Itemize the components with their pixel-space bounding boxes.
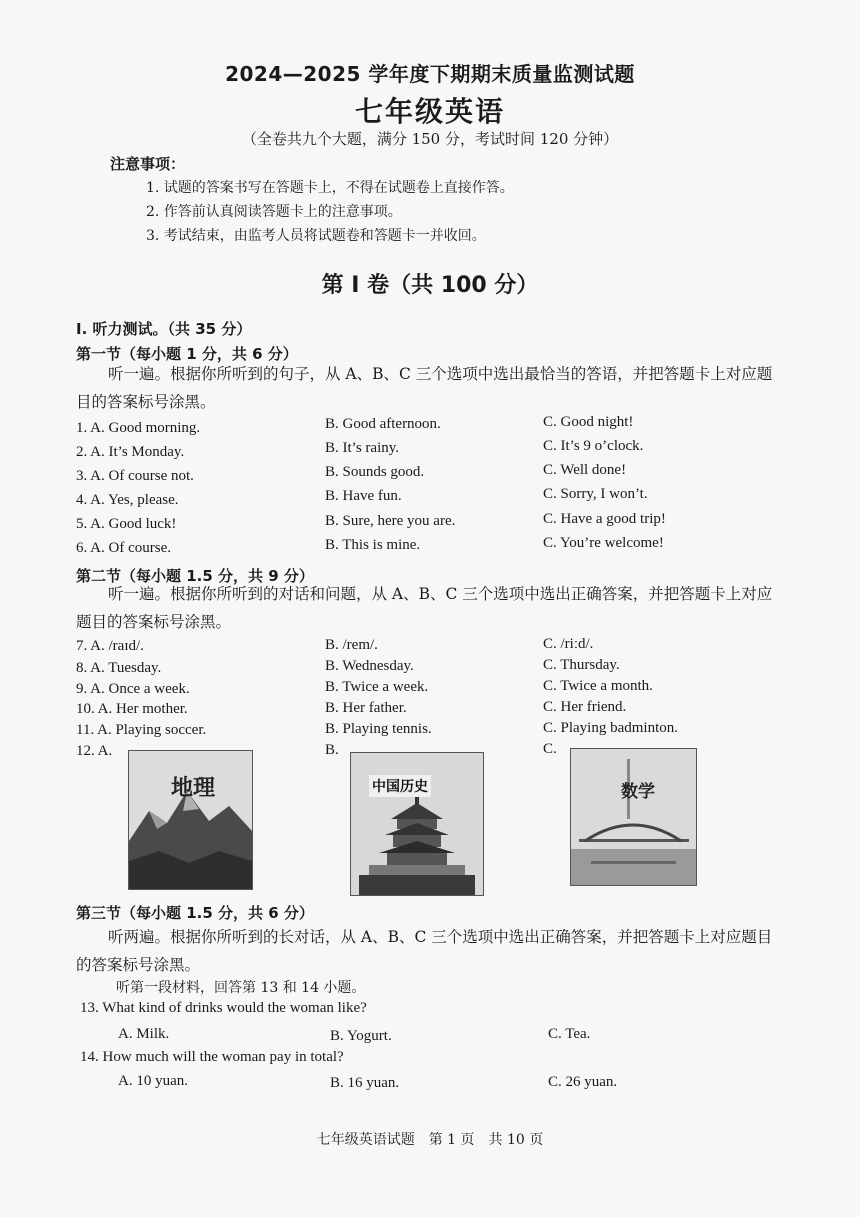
q5-option-c: C. Have a good trip!	[543, 511, 666, 527]
note-item: 3. 考试结束，由监考人员将试题卷和答题卡一并收回。	[146, 228, 486, 244]
q14-stem: 14. How much will the woman pay in total?	[80, 1049, 344, 1065]
note-item: 1. 试题的答案书写在答题卡上，不得在试题卷上直接作答。	[146, 180, 514, 196]
volume-title: 第 Ⅰ 卷（共 100 分）	[321, 273, 539, 298]
section2-instruction: 听一遍。根据你所听到的对话和问题，从 A、B、C 三个选项中选出正确答案，并把答题卡上对应题目的答案标号涂黑。	[76, 585, 773, 631]
q13-option-a: A. Milk.	[118, 1026, 170, 1042]
q7-option-b: B. /rem/.	[325, 637, 378, 653]
q10-option-a: 10. A. Her mother.	[76, 701, 188, 717]
q6-option-c: C. You’re welcome!	[543, 535, 664, 551]
q12-label-b: B.	[325, 742, 339, 758]
geography-book-image	[128, 750, 253, 890]
q6-option-b: B. This is mine.	[325, 537, 421, 553]
q4-option-b: B. Have fun.	[325, 488, 402, 504]
q9-option-c: C. Twice a month.	[543, 678, 653, 694]
q14-option-c: C. 26 yuan.	[548, 1074, 618, 1090]
section3-heading: 第三节（每小题 1.5 分，共 6 分）	[76, 904, 314, 922]
q1-option-b: B. Good afternoon.	[325, 416, 441, 432]
q2-option-b: B. It’s rainy.	[325, 440, 400, 456]
q10-option-c: C. Her friend.	[543, 699, 627, 715]
q7-option-a: 7. A. /raɪd/.	[76, 638, 144, 654]
q12-label-a: 12. A.	[76, 743, 113, 759]
q2-option-c: C. It’s 9 o’clock.	[543, 438, 644, 454]
chinese-history-book-image	[350, 752, 484, 896]
q8-option-b: B. Wednesday.	[325, 658, 414, 674]
q7-option-c: C. /riːd/.	[543, 636, 594, 652]
page-footer: 七年级英语试题 第 1 页 共 10 页	[316, 1132, 544, 1148]
q13-stem: 13. What kind of drinks would the woman like?	[80, 1000, 367, 1016]
q4-option-a: 4. A. Yes, please.	[76, 492, 179, 508]
math-book-cover-icon	[571, 749, 696, 885]
q13-option-b: B. Yogurt.	[330, 1028, 392, 1044]
math-book-image	[570, 748, 697, 886]
q8-option-c: C. Thursday.	[543, 657, 620, 673]
q8-option-a: 8. A. Tuesday.	[76, 660, 162, 676]
part1-heading: I. 听力测试。（共 35 分）	[76, 320, 252, 338]
section1-instruction: 听一遍。根据你所听到的句子，从 A、B、C 三个选项中选出最恰当的答语，并把答题卡上对应题目的答案标号涂黑。	[76, 365, 773, 411]
q2-option-a: 2. A. It’s Monday.	[76, 444, 185, 460]
q14-option-a: A. 10 yuan.	[118, 1073, 188, 1089]
q10-option-b: B. Her father.	[325, 700, 407, 716]
book-b-title: 中国历史	[369, 775, 431, 797]
q9-option-b: B. Twice a week.	[325, 679, 429, 695]
section1-heading: 第一节（每小题 1 分，共 6 分）	[76, 345, 298, 363]
q3-option-a: 3. A. Of course not.	[76, 468, 194, 484]
section2-heading: 第二节（每小题 1.5 分，共 9 分）	[76, 567, 314, 585]
q9-option-a: 9. A. Once a week.	[76, 681, 190, 697]
q14-option-b: B. 16 yuan.	[330, 1075, 400, 1091]
q13-option-c: C. Tea.	[548, 1026, 591, 1042]
section3-lead: 听第一段材料，回答第 13 和 14 小题。	[116, 980, 366, 996]
q12-label-c: C.	[543, 741, 557, 757]
q4-option-c: C. Sorry, I won’t.	[543, 486, 648, 502]
section3-instruction: 听两遍。根据你所听到的长对话，从 A、B、C 三个选项中选出正确答案，并把答题卡上对应题目的答案标号涂黑。	[76, 928, 773, 974]
q3-option-c: C. Well done!	[543, 462, 627, 478]
q1-option-c: C. Good night!	[543, 414, 634, 430]
q5-option-b: B. Sure, here you are.	[325, 513, 456, 529]
q11-option-a: 11. A. Playing soccer.	[76, 722, 207, 738]
exam-info: （全卷共九个大题，满分 150 分，考试时间 120 分钟）	[241, 130, 619, 148]
note-item: 2. 作答前认真阅读答题卡上的注意事项。	[146, 204, 402, 220]
q11-option-c: C. Playing badminton.	[543, 720, 678, 736]
book-c-title: 数学	[621, 782, 655, 802]
book-a-title: 地理	[171, 776, 216, 801]
notes-heading: 注意事项：	[110, 155, 186, 173]
q1-option-a: 1. A. Good morning.	[76, 420, 201, 436]
q3-option-b: B. Sounds good.	[325, 464, 425, 480]
q5-option-a: 5. A. Good luck!	[76, 516, 177, 532]
q11-option-b: B. Playing tennis.	[325, 721, 432, 737]
q6-option-a: 6. A. Of course.	[76, 540, 171, 556]
exam-title: 2024—2025 学年度下期期末质量监测试题	[225, 62, 635, 86]
subject-title: 七年级英语	[354, 95, 505, 128]
